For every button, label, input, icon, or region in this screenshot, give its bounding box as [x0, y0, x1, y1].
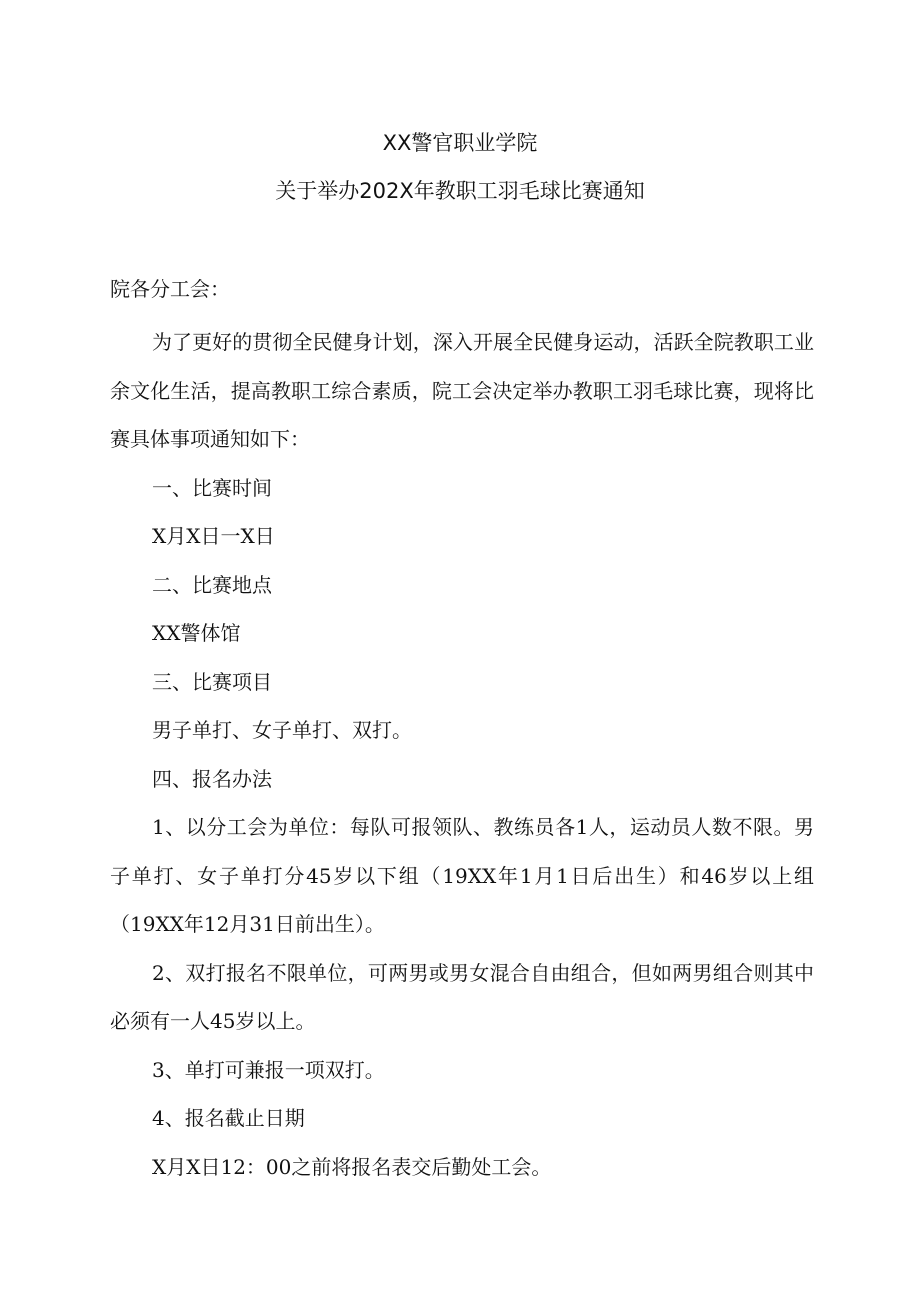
section-heading-events: 三、比赛项目 — [152, 669, 272, 694]
signup-item-2: 2、双打报名不限单位，可两男或男女混合自由组合，但如两男组合则其中必须有一人45岁以上。 — [110, 960, 814, 1033]
notice-body — [110, 318, 814, 1191]
events-value: 男子单打、女子单打、双打。 — [152, 718, 412, 742]
intro-paragraph: 为了更好的贯彻全民健身计划，深入开展全民健身运动，活跃全院教职工业余文化生活，提高教职工综合素质，院工会决定举办教职工羽毛球比赛，现将比赛具体事项通知如下： — [110, 330, 814, 451]
institution-title: XX警官职业学院 — [382, 131, 538, 155]
deadline-value: X月X日12：00之前将报名表交后勤处工会。 — [152, 1154, 552, 1179]
place-value: XX警体馆 — [152, 621, 241, 645]
notice-title: 关于举办202X年教职工羽毛球比赛通知 — [275, 179, 645, 203]
section-heading-time: 一、比赛时间 — [152, 475, 272, 500]
signup-item-1: 1、以分工会为单位：每队可报领队、教练员各1人，运动员人数不限。男子单打、女子单打分45岁以下组（19XX年1月1日后出生）和46岁以上组（19XX年12月31日前出生）。 — [110, 815, 814, 936]
salutation: 院各分工会： — [110, 277, 230, 301]
section-heading-signup: 四、报名办法 — [152, 766, 272, 791]
signup-item-3: 3、单打可兼报一项双打。 — [152, 1057, 385, 1082]
time-value: X月X日一X日 — [152, 524, 275, 548]
deadline-heading: 4、报名截止日期 — [152, 1106, 305, 1130]
section-heading-place: 二、比赛地点 — [152, 572, 272, 597]
